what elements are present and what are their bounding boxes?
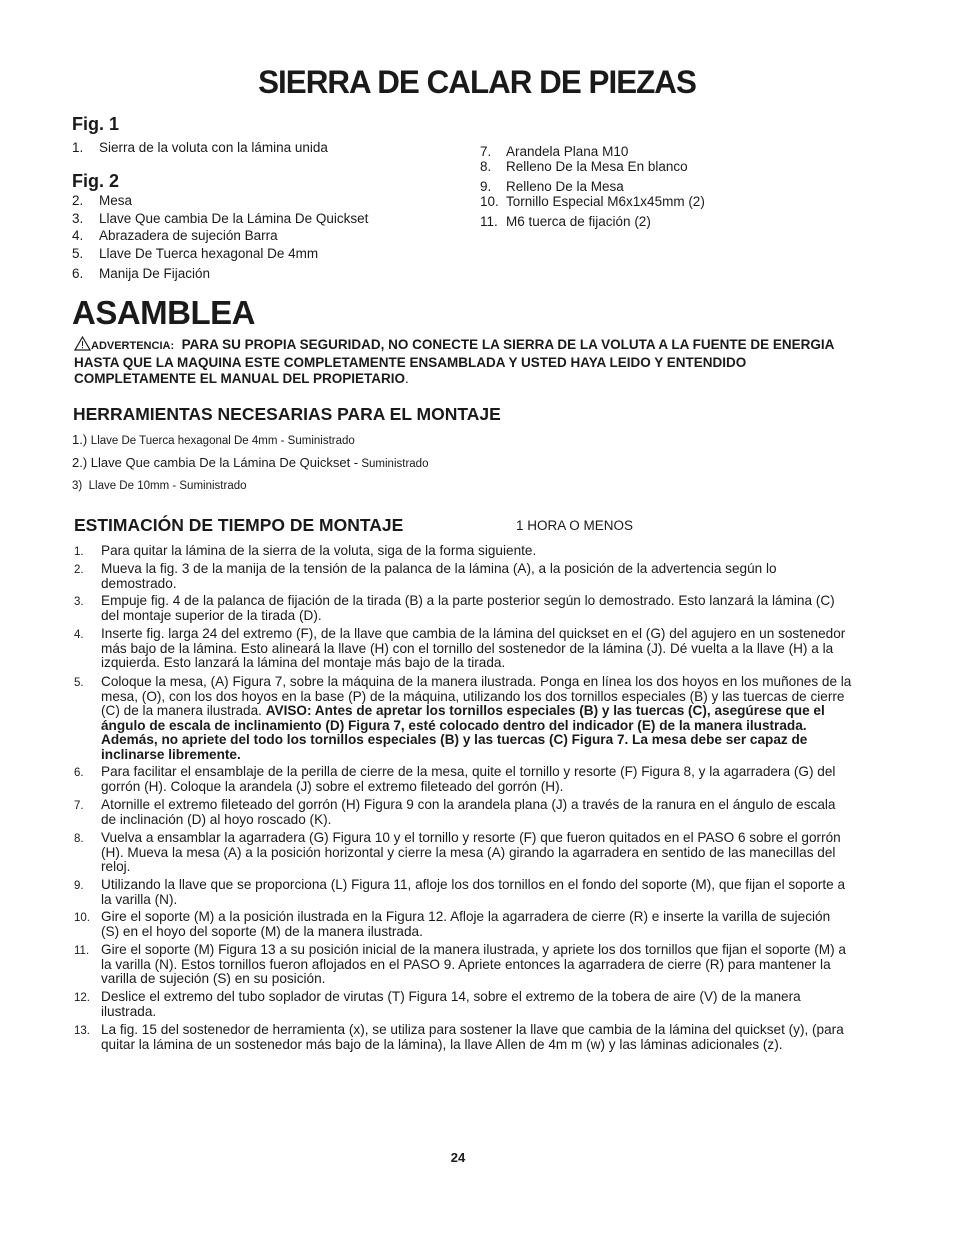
fig2-item: [72, 210, 368, 227]
item-number: 7.: [480, 144, 492, 159]
tool-name: Llave De 10mm: [88, 480, 170, 492]
item-text: M6 tuerca de fijación (2): [506, 214, 651, 229]
step-text: Inserte fig. larga 24 del extremo (F), de la llave que cambia de la lámina del quickset en el (G) del agujero en un sostenedor más bajo de la lámina. Esto alineará la llave (H) con el tornillo del sostenedor de la lámina (J). Dé vuelta a la llave (H) a la izquierda. Esto lanzará la lámina del montaje más bajo de la tirada.: [101, 626, 846, 671]
step-number: 8.: [74, 833, 84, 845]
assembly-step: [74, 1023, 849, 1052]
assembly-step: [74, 878, 849, 907]
item-number: 10.: [480, 194, 499, 209]
fig2-item: [480, 158, 688, 175]
step-text: Gire el soporte (M) a la posición ilustrada en la Figura 12. Afloje la agarradera de cierre (R) e inserte la varilla de sujeción (S) en el hoyo del soporte (M) de la manera ilustrada.: [101, 909, 831, 939]
assembly-step: [74, 910, 849, 939]
warning-end: .: [405, 371, 409, 386]
step-text: Atornille el extremo fileteado del gorrón (H) Figura 9 con la arandela plana (J) a través de la ranura en el ángulo de escala de inclinación (D) al hoyo roscado (K).: [101, 797, 836, 827]
item-text: Abrazadera de sujeción Barra: [99, 228, 278, 243]
step-text: Utilizando la llave que se proporciona (L) Figura 11, afloje los dos tornillos en el fondo del soporte (M), que fijan el soporte a la varilla (N).: [101, 877, 846, 907]
assembly-step: [74, 594, 849, 623]
fig2-heading: Fig. 2: [72, 171, 120, 191]
item-text: Sierra de la voluta con la lámina unida: [99, 140, 328, 155]
step-number: 2.: [74, 564, 84, 576]
page-number: 24: [450, 1150, 466, 1165]
step-number: 1.: [74, 546, 84, 558]
step-text: Coloque la mesa, (A) Figura 7, sobre la máquina de la manera ilustrada. Ponga en línea los dos hoyos en los muñones de la mesa, (O), con los dos hoyos en la base (P) de la máquina, utilizando los dos tornillos especiales (B) y las tuercas de cierre (C) de la manera ilustrada.: [101, 674, 852, 719]
step-text: Gire el soporte (M) Figura 13 a su posición inicial de la manera ilustrada, y apriete los dos tornillos que fijan el soporte (M) a la varilla (N). Estos tornillos fueron aflojados en el PASO 9. Apriete entonces la agarradera de cierre (R) para mantener la varilla de sujeción (S) en su posición.: [101, 942, 846, 987]
assembly-step: [74, 627, 849, 671]
fig1-item: [72, 139, 328, 156]
tool-item: [72, 432, 355, 449]
step-number: 12.: [74, 992, 90, 1004]
item-number: 4.: [72, 228, 84, 243]
tool-number: 1.): [72, 432, 88, 447]
time-value: 1 HORA O MENOS: [516, 518, 634, 533]
item-text: Llave De Tuerca hexagonal De 4mm: [99, 246, 319, 261]
time-heading: ESTIMACIÓN DE TIEMPO DE MONTAJE: [74, 515, 404, 535]
fig1-heading: Fig. 1: [72, 114, 120, 134]
tool-note: - Suministrado: [277, 435, 355, 447]
item-text: Llave Que cambia De la Lámina De Quickset: [99, 211, 369, 226]
warning-label: ADVERTENCIA:: [91, 340, 175, 352]
assembly-step: [74, 798, 849, 827]
step-text: Vuelva a ensamblar la agarradera (G) Figura 10 y el tornillo y resorte (F) que fueron quitados en el PASO 6 sobre el gorrón (H). Mueva la mesa (A) a la posición horizontal y cierre la mesa (A) girando la agarradera en sentido de las manecillas del reloj.: [101, 830, 841, 875]
item-text: Manija De Fijación: [99, 266, 211, 281]
assembly-step: [74, 831, 849, 875]
step-number: 3.: [74, 596, 84, 608]
page-title: SIERRA DE CALAR DE PIEZAS: [258, 64, 696, 100]
step-number: 6.: [74, 767, 84, 779]
fig2-item: [72, 265, 210, 282]
item-number: 1.: [72, 140, 84, 155]
tool-name: Llave De Tuerca hexagonal De 4mm: [90, 435, 278, 447]
warning-text: PARA SU PROPIA SEGURIDAD, NO CONECTE LA SIERRA DE LA VOLUTA A LA FUENTE DE ENERGIA HASTA QUE LA MAQUINA ESTE COMPLETAMENTE ENSAMBLADA Y USTED HAYA LEIDO Y ENTENDIDO COMPLETAMENTE EL MANUAL DEL PROPIETARIO: [74, 337, 834, 386]
step-text: Mueva la fig. 3 de la manija de la tensión de la palanca de la lámina (A), a la posición de la advertencia según lo demostrado.: [101, 561, 777, 591]
assembly-step: [74, 544, 849, 559]
assembly-step: [74, 765, 849, 794]
item-number: 3.: [72, 211, 84, 226]
step-number: 11.: [74, 945, 90, 957]
assembly-step: [74, 943, 849, 987]
fig2-item: [72, 192, 132, 209]
step-number: 4.: [74, 629, 84, 641]
assembly-step: [74, 990, 849, 1019]
tool-item: [72, 455, 428, 472]
step-number: 10.: [74, 912, 90, 924]
item-text: Arandela Plana M10: [506, 144, 629, 159]
item-number: 5.: [72, 246, 84, 261]
fig2-item: [72, 245, 318, 262]
step-notice: AVISO: Antes de apretar los tornillos especiales (B) y las tuercas (C), asegúrese que el ángulo de escala de inclinamiento (D) Figura 7, esté colocado dentro del indicador (E) de la manera ilustrada. Además, no apriete del todo los tornillos especiales (B) y las tuercas (C) Figura 7. La mesa debe ser capaz de inclinarse libremente.: [101, 703, 825, 762]
tool-number: 2.): [72, 455, 88, 470]
item-number: 11.: [480, 214, 498, 229]
fig2-item: [480, 193, 705, 210]
step-number: 7.: [74, 800, 84, 812]
step-number: 9.: [74, 880, 84, 892]
tool-name: Llave Que cambia De la Lámina De Quickset -: [90, 455, 359, 470]
tool-number: 3): [72, 480, 83, 492]
section-heading-asamblea: ASAMBLEA: [72, 294, 255, 331]
fig2-item: [480, 213, 651, 230]
item-number: 8.: [480, 159, 492, 174]
warning-notice: [74, 336, 864, 387]
item-text: Mesa: [99, 193, 133, 208]
assembly-step: [74, 562, 849, 591]
tools-heading: HERRAMIENTAS NECESARIAS PARA EL MONTAJE: [73, 404, 501, 424]
step-text: Para quitar la lámina de la sierra de la voluta, siga de la forma siguiente.: [101, 543, 537, 558]
item-text: Tornillo Especial M6x1x45mm (2): [506, 194, 705, 209]
item-number: 9.: [480, 179, 492, 194]
step-text: Deslice el extremo del tubo soplador de virutas (T) Figura 14, sobre el extremo de la tobera de aire (V) de la manera ilustrada.: [101, 989, 801, 1019]
item-text: Relleno De la Mesa: [506, 179, 624, 194]
assembly-step: [74, 675, 852, 763]
item-number: 6.: [72, 266, 84, 281]
warning-triangle-icon: [74, 336, 91, 355]
item-text: Relleno De la Mesa En blanco: [506, 159, 688, 174]
tool-note: - Suministrado: [169, 480, 247, 492]
step-text: Empuje fig. 4 de la palanca de fijación de la tirada (B) a la parte posterior según lo demostrado. Esto lanzará la lámina (C) del montaje superior de la tirada (D).: [101, 593, 835, 623]
tool-item: [72, 478, 247, 494]
step-text: Para facilitar el ensamblaje de la perilla de cierre de la mesa, quite el tornillo y resorte (F) Figura 8, y la agarradera (G) del gorrón (H). Coloque la arandela (J) sobre el extremo fileteado del gorrón (H).: [101, 764, 836, 794]
item-number: 2.: [72, 193, 84, 208]
tool-note: Suministrado: [358, 458, 429, 470]
fig2-item: [72, 227, 278, 244]
step-number: 5.: [74, 677, 84, 689]
step-number: 13.: [74, 1025, 90, 1037]
step-text: La fig. 15 del sostenedor de herramienta (x), se utiliza para sostener la llave que cambia de la lámina del quickset (y), (para quitar la lámina de un sostenedor más bajo de la lámina), la llave Allen de 4m m (w) y las láminas adicionales (z).: [101, 1022, 844, 1052]
